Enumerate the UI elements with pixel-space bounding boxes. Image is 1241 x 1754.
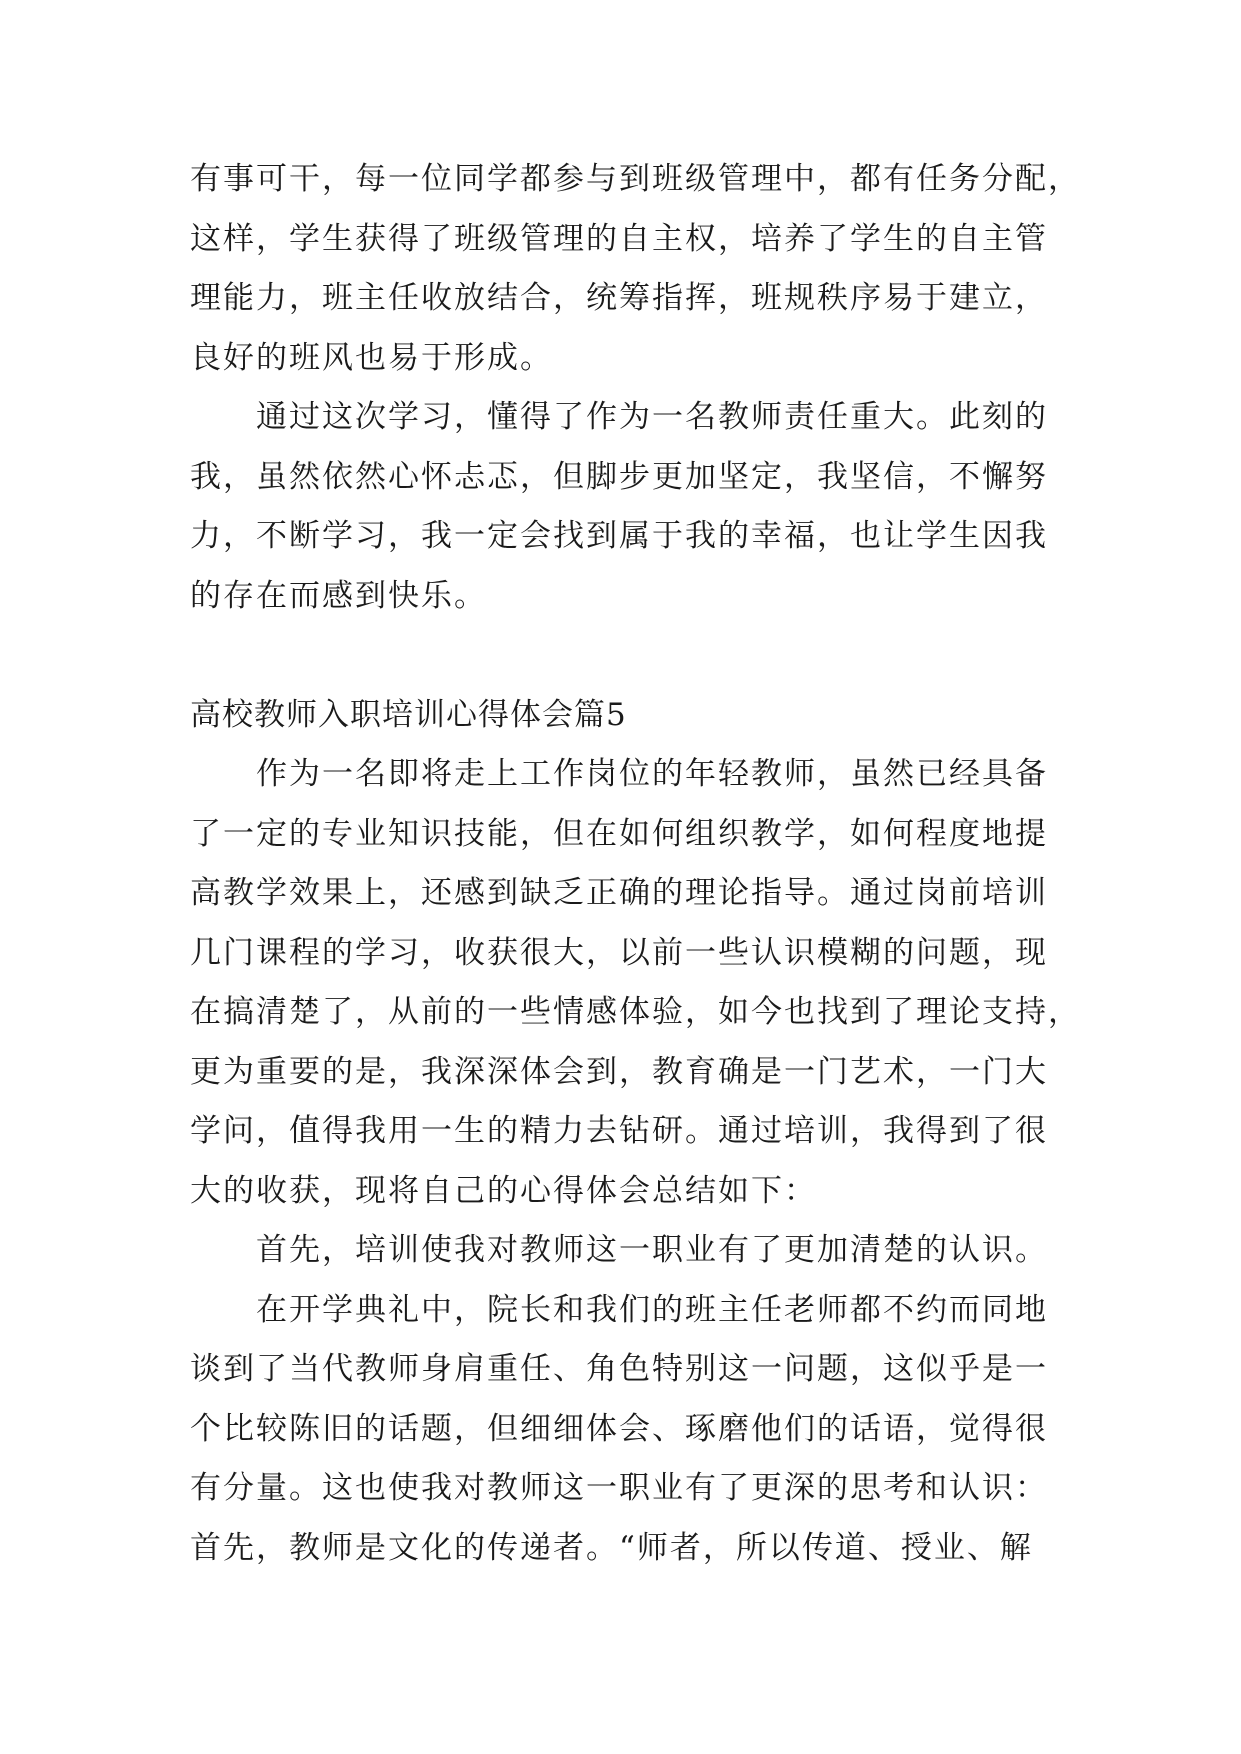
text-line: 有分量。这也使我对教师这一职业有了更深的思考和认识： [190, 1470, 1048, 1506]
paragraph-first-point [190, 1221, 1070, 1281]
text-line: 作为一名即将走上工作岗位的年轻教师，虽然已经具备 [256, 756, 1048, 792]
paragraph-opening-ceremony [190, 1281, 1070, 1579]
paragraph-continuation [190, 150, 1081, 388]
text-line: 了一定的专业知识技能，但在如何组织教学，如何程度地提 [190, 815, 1048, 852]
text-line: 良好的班风也易于形成。 [190, 339, 553, 376]
section-title: 高校教师入职培训心得体会篇5 [190, 696, 627, 733]
text-line: 我，虽然依然心怀忐忑，但脚步更加坚定，我坚信，不懈努 [190, 458, 1048, 495]
document-page [190, 150, 1081, 1578]
text-line: 力，不断学习，我一定会找到属于我的幸福，也让学生因我 [190, 518, 1048, 554]
text-line: 首先，教师是文化的传递者。“师者，所以传道、授业、解 [190, 1529, 1033, 1566]
text-line: 高教学效果上，还感到缺乏正确的理论指导。通过岗前培训 [190, 875, 1048, 911]
paragraph-learning-summary [190, 388, 1070, 626]
text-line: 有事可干，每一位同学都参与到班级管理中，都有任务分配， [190, 161, 1081, 197]
text-line: 理能力，班主任收放结合，统筹指挥，班规秩序易于建立， [190, 280, 1048, 316]
text-line: 在搞清楚了，从前的一些情感体验，如今也找到了理论支持， [190, 994, 1081, 1030]
paragraph-introduction [190, 745, 1081, 1221]
text-line: 这样，学生获得了班级管理的自主权，培养了学生的自主管 [190, 220, 1048, 257]
text-line: 的存在而感到快乐。 [190, 577, 487, 614]
text-line: 通过这次学习，懂得了作为一名教师责任重大。此刻的 [256, 399, 1048, 435]
section-gap [190, 626, 1070, 686]
text-line: 首先，培训使我对教师这一职业有了更加清楚的认识。 [256, 1232, 1048, 1268]
text-line: 大的收获，现将自己的心得体会总结如下： [190, 1172, 817, 1209]
text-line: 在开学典礼中，院长和我们的班主任老师都不约而同地 [256, 1291, 1048, 1328]
text-line: 更为重要的是，我深深体会到，教育确是一门艺术，一门大 [190, 1053, 1048, 1090]
text-line: 谈到了当代教师身肩重任、角色特别这一问题，这似乎是一 [190, 1351, 1048, 1387]
text-line: 几门课程的学习，收获很大，以前一些认识模糊的问题，现 [190, 934, 1048, 971]
text-line: 个比较陈旧的话题，但细细体会、琢磨他们的话语，觉得很 [190, 1410, 1048, 1447]
text-line: 学问，值得我用一生的精力去钻研。通过培训，我得到了很 [190, 1113, 1048, 1149]
